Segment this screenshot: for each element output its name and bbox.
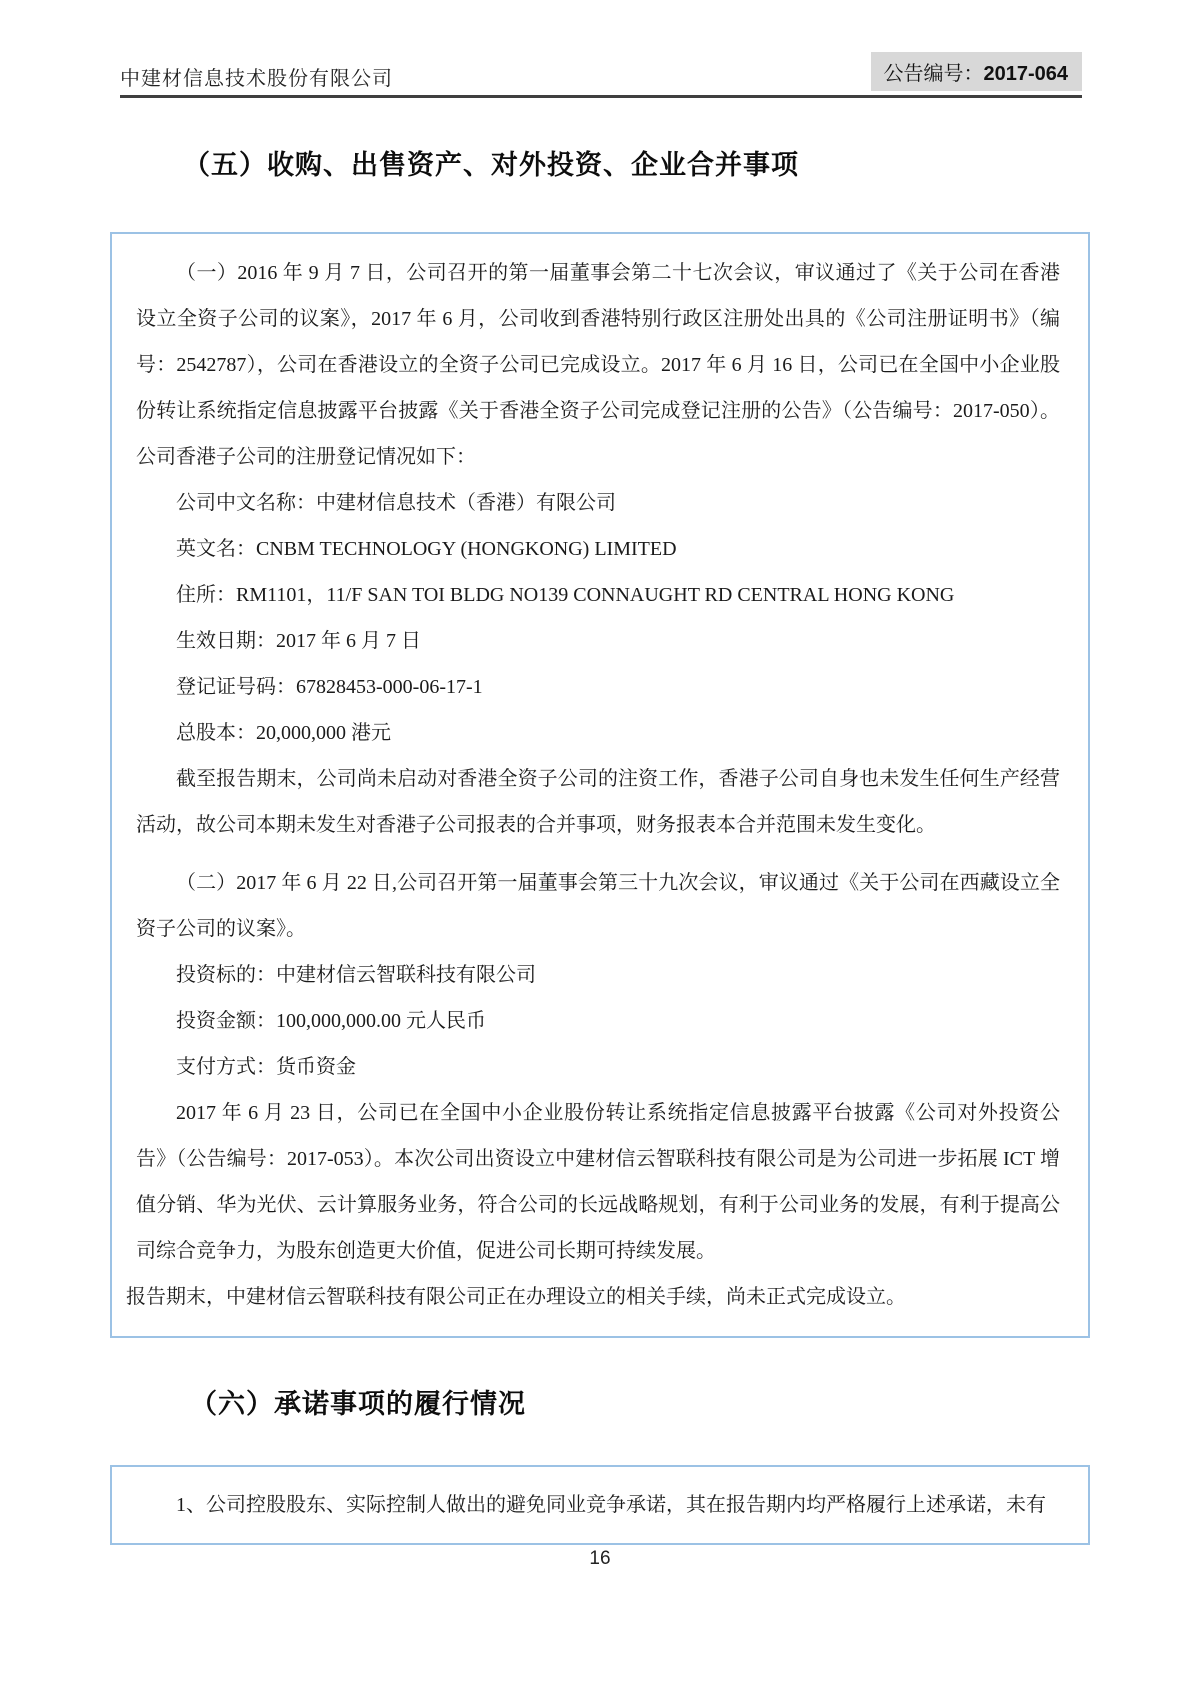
page-header [120, 52, 1082, 91]
paragraph: （一）2016 年 9 月 7 日，公司召开的第一届董事会第二十七次会议，审议通过了《关于公司在香港设立全资子公司的议案》，2017 年 6 月，公司收到香港特别行政区注册处出具的《公司注册证明书》（编号：2542787），公司在香港设立的全资子公司已完成设立。2017 年 6 月 16 日，公司已在全国中小企业股份转让系统指定信息披露平台披露《关于香港全资子公司完成登记注册的公告》（公告编号：2017-050）。公司香港子公司的注册登记情况如下： [136, 262, 1060, 468]
section-5-title: （五）收购、出售资产、对外投资、企业合并事项 [183, 150, 799, 180]
detail-line-chinese-name: 公司中文名称：中建材信息技术（香港）有限公司 [176, 492, 616, 514]
paragraph: （二）2017 年 6 月 22 日,公司召开第一届董事会第三十九次会议，审议通过《关于公司在西藏设立全资子公司的议案》。 [136, 872, 1060, 940]
header-company-name: 中建材信息技术股份有限公司 [120, 68, 393, 90]
paragraph: 1、公司控股股东、实际控制人做出的避免同业竞争承诺，其在报告期内均严格履行上述承诺，未有 [176, 1494, 1046, 1516]
detail-line-investment-target: 投资标的：中建材信云智联科技有限公司 [176, 964, 536, 986]
detail-line-total-capital: 总股本：20,000,000 港元 [176, 722, 391, 744]
section-6-text-box [110, 1465, 1090, 1545]
paragraph: 截至报告期末，公司尚未启动对香港全资子公司的注资工作，香港子公司自身也未发生任何生产经营活动，故公司本期未发生对香港子公司报表的合并事项，财务报表本合并范围未发生变化。 [136, 768, 1060, 836]
section-6-title: （六）承诺事项的履行情况 [190, 1389, 526, 1419]
detail-line-english-name: 英文名：CNBM TECHNOLOGY (HONGKONG) LIMITED [176, 538, 677, 560]
paragraph: 2017 年 6 月 23 日，公司已在全国中小企业股份转让系统指定信息披露平台披露《公司对外投资公告》（公告编号：2017-053）。本次公司出资设立中建材信云智联科技有限公司是为公司进一步拓展 ICT 增值分销、华为光伏、云计算服务业务，符合公司的长远战略规划，有利于公司业务的发展，有利于提高公司综合竞争力，为股东创造更大价值，促进公司长期可持续发展。 [136, 1102, 1060, 1262]
detail-line-payment-method: 支付方式：货币资金 [176, 1056, 356, 1078]
announcement-number-chip [871, 52, 1082, 91]
detail-line-registration-no: 登记证号码：67828453-000-06-17-1 [176, 676, 483, 698]
announcement-label: 公告编号： [883, 63, 984, 85]
detail-line-investment-amount: 投资金额：100,000,000.00 元人民币 [176, 1010, 486, 1032]
detail-line-effective-date: 生效日期：2017 年 6 月 7 日 [176, 630, 421, 652]
section-5-text-box [110, 232, 1090, 1338]
page-number: 16 [589, 1548, 611, 1569]
paragraph: 报告期末，中建材信云智联科技有限公司正在办理设立的相关手续，尚未正式完成设立。 [126, 1286, 906, 1308]
detail-line-address: 住所：RM1101，11/F SAN TOI BLDG NO139 CONNAUGHT RD CENTRAL HONG KONG [176, 584, 955, 606]
header-divider [120, 95, 1082, 98]
announcement-number: 2017-064 [983, 63, 1068, 85]
